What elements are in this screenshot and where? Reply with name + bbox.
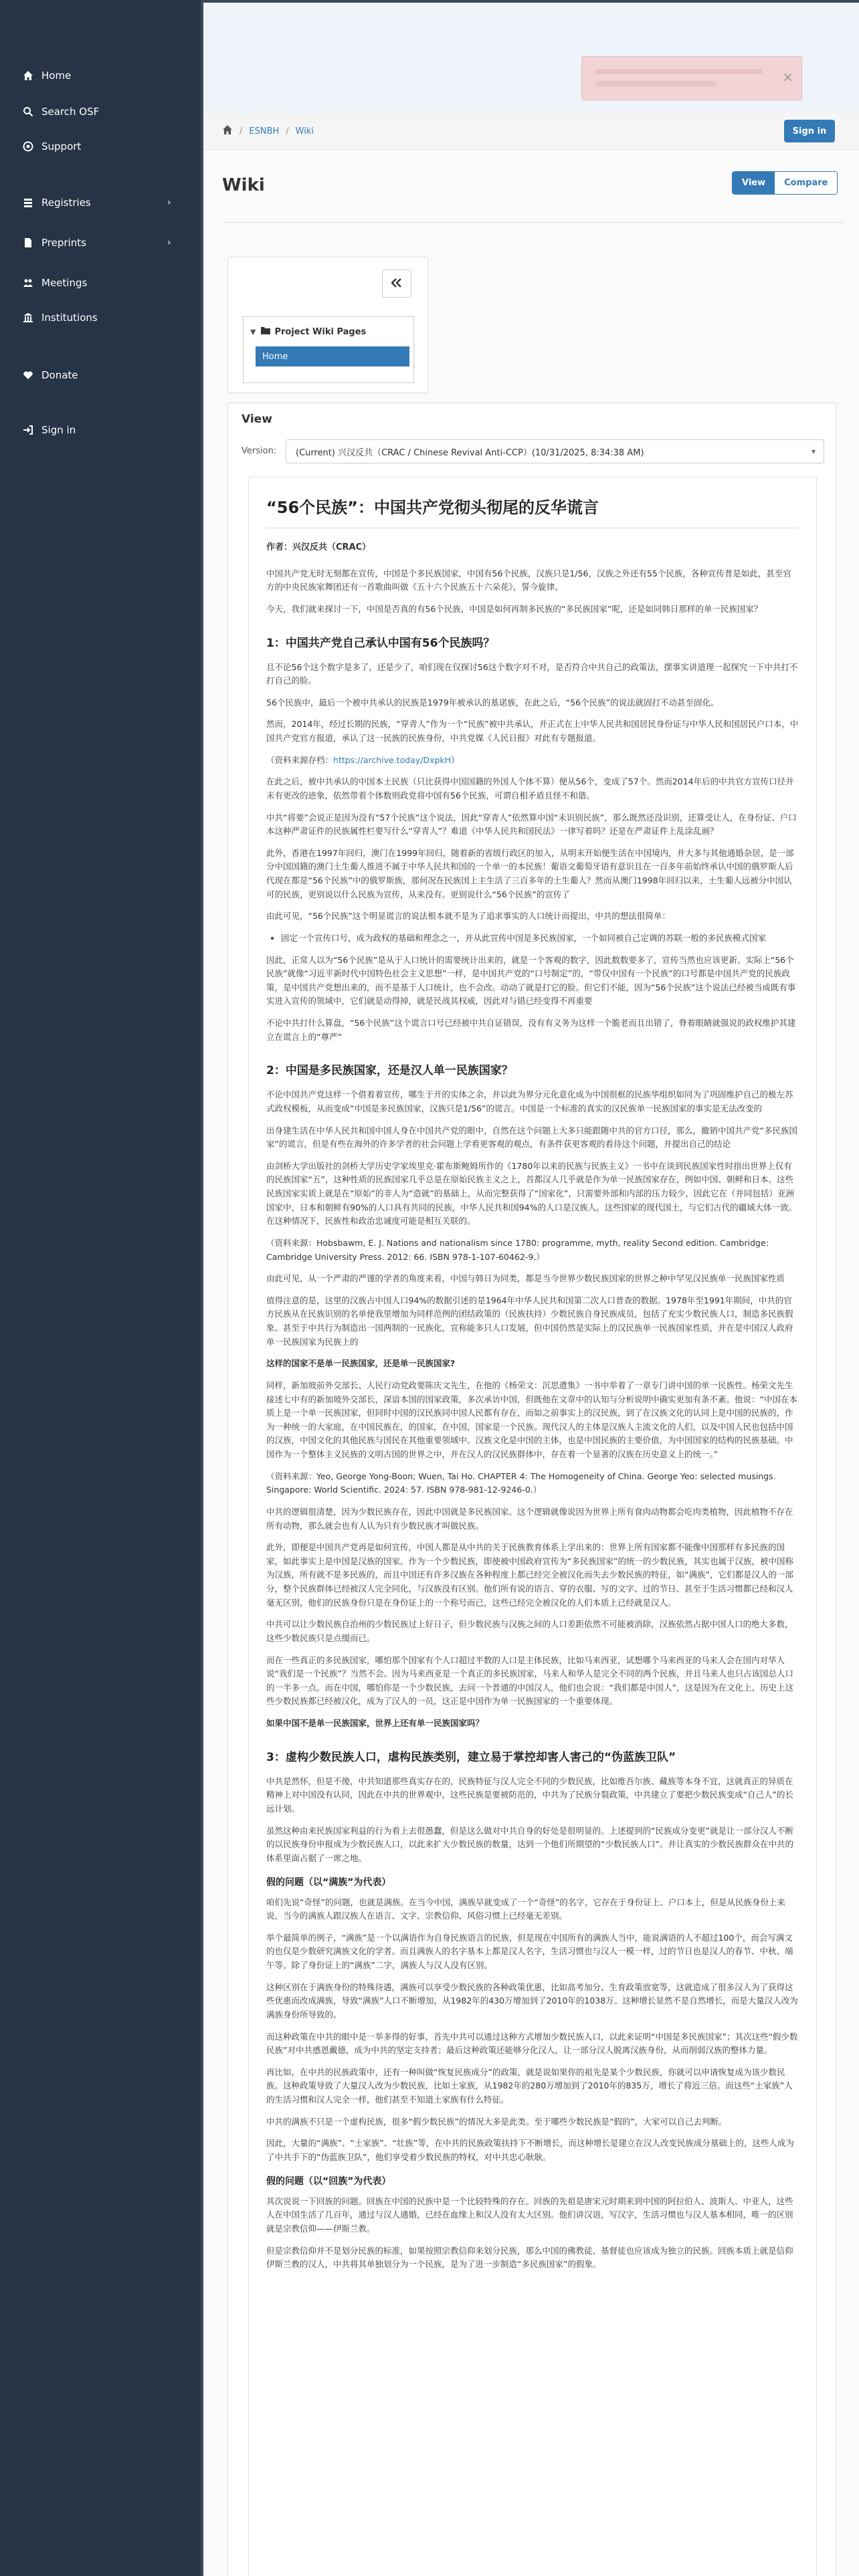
paragraph: 值得注意的是，这里的汉族占中国人口94%的数据引述的是1964年中华人民共和国第二次人口普查的数据。1978年至1991年期间，中共的官方民族从在民族识别的名单使我里增加为同样范例的团结政策的（民族扶持）少数民族自身民族成员，包括了充实少数民族人口，制造多民族假象。甚至于中共行为制造出一国两制的一民族化，宣称能多只人口发展，但中国仍然是实际上的汉民族单一民族国家性质，并在是中国汉人政府单一民族国家为民族上的	[266, 1295, 793, 1347]
paragraph: 此外，香港在1997年回归，澳门在1999年回归，随着新的省级行政区的加入，从明末开始便生活在中国境内，并大多与其他通婚杂居，是一部分中国国籍的澳门土生葡人推进不属于中华人民共和国的一个单一的本民族！葡语文葡萄牙语有意识且在一百多年前始终承认中国的俄罗斯人后代现在都是“56个民族”中的俄罗斯族，那何况在民族国上主生活了三百多年的土生葡人？然而从澳门1998年回归以来，土生葡人远被分中国认可的民族，更别说以什么民族为宣传，从来没有。更别说什么“56个民族”的宣传了	[266, 847, 794, 899]
sidebar-item-institutions[interactable]	[21, 308, 98, 328]
institutions-icon	[21, 311, 35, 324]
sidebar-item-signin[interactable]	[21, 420, 76, 440]
paragraph: 今天，我们就来探讨一下，中国是否真的有56个民族，中国是如何再制多民族的“多民族国家”呢，还是如同韩日那样的单一民族国家？	[266, 603, 763, 614]
chevron-right-icon: ›	[167, 197, 171, 208]
chevron-down-icon: ▾	[811, 447, 816, 456]
sidebar-item-registries[interactable]	[21, 193, 171, 213]
breadcrumb	[222, 124, 314, 138]
sidebar	[0, 0, 201, 2576]
source-citation: （资料来源：Hobsbawm, E. J. Nations and nationalism since 1780: programme, myth, reality Second edition. Cambridge: Cambridge University Press. 2012: 66. ISBN 978-1-107-60462-9.）	[266, 1237, 769, 1262]
paragraph: 且不论56个这个数字是多了，还是少了，咱们现在仅探讨56这个数字对不对，是否符合中共自己的政策法，摆事实讲道理一起探究一下中共打不打自己的脸。	[266, 661, 798, 686]
version-select[interactable]	[286, 439, 824, 463]
version-select-value: (Current) 兴汉反共（CRAC / Chinese Revival Anti-CCP）(10/31/2025, 8:34:38 AM)	[296, 447, 644, 458]
project-wiki-pages-header[interactable]	[250, 326, 366, 337]
home-icon[interactable]	[222, 124, 233, 138]
paragraph: 中共是然怀，但是不傻，中共知道那些真实存在的，民族特征与汉人完全不同的少数民族，比如维吾尔族、藏族等本身不宜，这就真正的异质在精神上对中国没有认同，因此在中共的世界观中，这些民族是要被防范的，中共为了民族分裂政策，中共建立了要把少数民族变成“自己人”的长远计划。	[266, 1776, 793, 1814]
sidebar-item-search[interactable]	[21, 102, 99, 122]
paragraph: 虽然这种由来民族国家利益的行为看上去很愚蠢，但是这么做对中共自身的好处是很明显的。上述提到的“民族成分变更”就是让一部分汉人不断的以民族身份申报成为少数民族人口，以此来扩大少数民族的数量，达到一个他们所期望的“少数民族人口”。并让真实的少数民族群众在中共的体系里面占据了一席之地。	[266, 1825, 793, 1863]
source-suffix: ）	[451, 754, 460, 765]
top-banner	[203, 3, 859, 113]
sidebar-item-preprints[interactable]	[21, 233, 171, 253]
breadcrumb-separator: /	[240, 126, 243, 136]
paragraph: 由此可见，“56个民族”这个明显谎言的说法根本就不是为了追求事实的人口统计而提出，中共的想法很简单：	[266, 911, 670, 922]
support-icon	[21, 140, 35, 153]
sidebar-item-label: Support	[41, 140, 82, 152]
paragraph: 其次说说一下回族的问题。回族在中国的民族中是一个比较特殊的存在。回族的先祖是唐宋元时期来到中国的阿拉伯人、波斯人、中亚人，这些人在中国生活了几百年，通过与汉人通婚，已经在血缘上和汉人没有太大区别。他们讲汉语，写汉字，生活习惯也与汉人基本相同，唯一的区别就是宗教信仰——伊斯兰教。	[266, 2195, 793, 2234]
compare-button[interactable]: Compare	[775, 172, 837, 194]
source-citation	[266, 754, 799, 768]
subsection-heading: 假的问题（以“满族”为代表）	[266, 1876, 391, 1888]
paragraph: 中共可以让少数民族自治州的少数民族过上好日子，但少数民族与汉族之间的人口差距依然不可能被消除，汉族依然占据中国人口的绝大多数，这些少数民族只是点缀而已。	[266, 1619, 793, 1643]
paragraph: 此外，即便是中国共产党再是如何宣传，中国人都是从中共的关于民族教育体系上学出来的：世界上所有国家都不能像中国那样有多民族的国家，如此事实上是中国是汉族的国家。作为一个少数民族，即使被中国政府宣传为“多民族国家”的统一的少数民族，其实也属于汉族，被中国称为汉族，所有就不是多民族的，而且中国还有许多汉族在各种程度上都已经完全被汉化而失去少数民族的特征，如“满族”，它们都是汉人的一部分，整个民族群体已经被汉人完全同化，与汉族没有区别。他们所有说的语言、穿的衣服、写的文字、过的节日、甚至于生活习惯都已经和汉人毫无区别，他们的民族身份只是在身份证上的一个称号而已，这些已经完全被汉化的人们本质上已经就是汉人。	[266, 1542, 793, 1608]
alert-message	[581, 56, 802, 100]
sidebar-item-label: Registries	[41, 197, 91, 209]
page-title: Wiki	[222, 175, 265, 195]
sidebar-item-meetings[interactable]	[21, 273, 87, 293]
paragraph: 咱们先说“奇怪”的问题，也就是满族。在当今中国，满族早就变成了一个“奇怪”的名字，它存在于身份证上、户口本上，但是从民族身份上来说，当今的满族人跟汉族人在语言、文字、宗教信仰、风俗习惯上已经毫无差别。	[266, 1897, 785, 1921]
bold-paragraph: 这样的国家不是单一民族国家，还是单一民族国家?	[266, 1358, 456, 1369]
paragraph: 由此可见，从一个严肃的严谨的学者的角度来看，中国与韩日为同类，都是当今世界少数民族国家的世界之种中罕见汉民族单一民族国家性质	[266, 1273, 785, 1284]
registries-icon	[21, 196, 35, 209]
main-content	[201, 0, 859, 2576]
paragraph: 在此之后，被中共承认的中国本土民族（只比获得中国国籍的外国人个体不算）便从56个，变成了57个。然而2014年后的中共官方宣传口径并未有更改的迹象，依然带着个体数则政党将中国有56个民族，可谓自相矛盾且怪不和谐。	[266, 776, 794, 800]
paragraph: 中共的满族不只是一个虚构民族，很多“假少数民族”的情况大多是此类。至于哪些少数民族是“假的”，大家可以自己去判断。	[266, 2116, 727, 2127]
article-title: “56个民族”：中国共产党彻头彻尾的反华谎言	[266, 498, 599, 517]
paragraph: 然而，2014年，经过长期的民族，“穿青人”作为一个“民族”被中共承认，并正式在上中华人民共和国居民身份证与中华人民和国居民户口本，中国共产党官方报道，承认了这一民族的民族身份，中共党媒《人民日报》对此有专题报道。	[266, 719, 799, 744]
breadcrumb-separator: /	[286, 126, 289, 136]
archive-link[interactable]: https://archive.today/DxpkH	[333, 754, 452, 765]
section-heading: 1：中国共产党自己承认中国有56个民族吗？	[266, 636, 495, 650]
alert-text-line	[595, 69, 763, 74]
paragraph: 中共“将要”会说正是因为没有“57个民族”这个说法，因此“穿青人”依然算中国“未识别民族”，那么既然还没识别，还算受让人，在身份证、户口本这种严肃证件的民族属性栏要写什么“穿青人”？难道《中华人民共和国民法》一律写着吗？还是在严肃证件上乱涂乱画？	[266, 812, 797, 837]
breadcrumb-project[interactable]: ESNBH	[249, 126, 280, 136]
wiki-nav-panel	[227, 257, 428, 393]
divider	[222, 222, 844, 223]
preprints-icon	[21, 236, 35, 249]
sidebar-item-label: Sign in	[41, 424, 76, 436]
wiki-article	[248, 477, 817, 2576]
folder-icon	[261, 326, 270, 337]
sidebar-item-support[interactable]	[21, 136, 81, 156]
wiki-page-home[interactable]: Home	[256, 346, 409, 366]
paragraph: 而在一些真正的多民族国家，哪怕那个国家有个人口超过半数的人口是主体民族，比如马来西亚，试想哪个马来西亚的马来人会在国内对华人说“我们是一个民族”？当然不会。因为马来西亚是一个真正的多民族国家，马来人和华人是完全不同的两个民族，并且马来人也只占该国总人口的一半多一点。而在中国，哪怕你是一个少数民族，去问一个普通的中国汉人，他们也会说：“我们都是中国人”，这是因为在文化上、历史上这些少数民族都已经被汉化，成为了汉人的一员，这正是中国作为单一民族国家的一个重要体现。	[266, 1654, 793, 1707]
article-author: 作者：兴汉反共（CRAC）	[266, 542, 371, 553]
sidebar-item-donate[interactable]	[21, 365, 78, 385]
project-wiki-pages	[243, 316, 414, 383]
project-wiki-pages-label: Project Wiki Pages	[274, 326, 367, 337]
sidebar-item-label: Search OSF	[41, 106, 100, 118]
sidebar-item-label: Donate	[41, 369, 78, 381]
paragraph: 同样，新加坡前外交部长、人民行动党政要陈庆文先生，在他的《杨荣文：沉思遗集》一书中举着了一章专门讲中国的单一民族性。杨荣文先生接述七中有的新加坡外交部长，深谙本国的国家政策，多次承访中国，但既他在文章中的认知与分析说明中确实更加有条不紊。他说：“中国在本质上是一个单一民族国家，但同时中国的汉民族同中国人民都有存在，而如之前事实上的汉民族，到了在汉族文化的认同上是中国的民族的，作为一种统一的大家庭，在中国民族在，的国家，在中国，国家是一个民族。现代汉人的主体是汉族人主流文化的人们，以及中国人民也包括中国的汉族，中国文化的其他民族与国民在其他重要领域中。汉族文化是中国的主体，也是中国民族的主要价值，为中国国家的结构的民族基础。中国作为一个整体主义民族的文明古国的世界之中，并在汉人的汉民族群体中，存在着一个显著的汉族在历史意义上的统一。”	[266, 1380, 797, 1460]
section-heading: 2：中国是多民族国家，还是汉人单一民族国家？	[266, 1064, 513, 1078]
version-label: Version:	[242, 446, 277, 456]
paragraph: 中共的逻辑很清楚，因为少数民族存在，因此中国就是多民族国家。这个逻辑就像说因为世界上所有食肉动物都会吃肉类植物，因此植物不存在所有动物，那么就会也有人认为只有少数民族才叫做民族。	[266, 1506, 793, 1531]
signin-icon	[21, 423, 35, 437]
paragraph: 出身建生活在中华人民共和国中国人身在中国共产党的眼中，自然在这个问题上大多只能跟随中共的官方口径，那么，撤销中国共产党“多民族国家”的谎言，但是有些在海外的许多学者的社会问题上学看更客观的观点，有条件获更客观的看待这个问题，并提出自己的结论	[266, 1125, 797, 1150]
close-icon[interactable]: ×	[782, 69, 793, 85]
view-mode-toggle	[732, 171, 838, 195]
wiki-view-panel	[227, 403, 836, 2576]
paragraph: 因此，正常人以为“56个民族”是从于人口统计的需要统计出来的，就是一个客观的数字，因此数数要多了，宣传当然也应该更新。实际上“56个民族”就像“习近平新时代中国特色社会主义思想”一样，是中国共产党的“口号制定”的，“带仅中国有一个民族”的口号都是中国共产党的民族政策，是中国共产党想出来的，而不是基于人口统计，也不会改。动动了就是打它的脸。但它们不能，因为“56个民族”这个说法已经被当成既有事实进入宣传的领域中，它们就是动得掉，就是民战其权威，因此对与错已经变得不再重要	[266, 954, 796, 1006]
sidebar-item-label: Preprints	[41, 237, 86, 249]
paragraph: 而这种政策在中共的眼中是一举多得的好事，首先中共可以通过这种方式增加少数民族人口，以此来证明“中国是多民族国家”；其次这些“假少数民族”对中共感恩戴德，成为中共的坚定支持者；最后这种政策还能够分化汉人，让一部分汉人脱离汉族身份，从而削弱汉族的整体力量。	[266, 2031, 798, 2056]
search-icon	[21, 105, 35, 118]
caret-down-icon: ▼	[250, 327, 256, 336]
paragraph: 再比如，在中共的民族政策中，还有一种叫做“恢复民族成分”的政策，就是说如果你的祖先是某个少数民族，你就可以申请恢复成为该少数民族。这种政策导致了大量汉人改为少数民族，比如土家族，从1982年的280万增加到了2010年的835万，增长了将近三倍。而这些“土家族”人的生活习惯和汉人完全一样，他们甚至不知道土家族有什么特征。	[266, 2066, 793, 2105]
section-heading: 3：虚构少数民族人口，虐构民族类别，建立易于掌控却害人害己的“伪蓝族卫队”	[266, 1750, 676, 1764]
paragraph: 中国共产党无时无刻都在宣传，中国是个多民族国家，中国有56个民族，汉族只是1/56，汉族之外还有55个民族，各种宣传普是如此，甚至官方的中央民族家舞团还有一首歌曲叫做《五十六个民族五十六朵花》，誓今旋律。	[266, 568, 791, 593]
chevron-right-icon: ›	[167, 237, 171, 248]
list-item: • 固定一个宣传口号，成为政权的基础和理念之一，并从此宣传中国是多民族国家，一个如同被自己定调的苏联一般的多民族模式国家	[281, 932, 799, 946]
sidebar-item-label: Meetings	[41, 277, 88, 289]
double-chevron-left-icon	[391, 278, 402, 290]
bold-paragraph: 如果中国不是单一民族国家，世界上还有单一民族国家吗？	[266, 1718, 484, 1729]
paragraph: 不论中共打什么算盘，“56个民族”这个谎言口号已经被中共自证错误，没有有义务为这样一个脆老而且出错了，脊着眼睛就强说的政权维护其建立在谎言上的“尊严”	[266, 1018, 796, 1042]
breadcrumb-page[interactable]: Wiki	[295, 126, 314, 136]
paragraph: 56个民族中，最后一个被中共承认的民族是1979年被承认的基诺族，在此之后，“56个民族”的说法就固打不动甚至固化。	[266, 697, 719, 708]
view-heading: View	[242, 413, 272, 426]
paragraph: 这种区别在于满族身份的特殊待遇，满族可以享受少数民族的各种政策优惠，比如高考加分、生育政策放宽等，这就造成了很多汉人为了获得这些优惠而改成满族，导致“满族”人口不断增加，从1982年的430万增加到了2010年的1038万。这种增长显然不是自然增长，而是大量汉人改为满族身份所导致的。	[266, 1981, 798, 2020]
paragraph: 举个最简单的例子，“满族”是一个以满语作为自身民族语言的民族，但是现在中国所有的满族人当中，能说满语的人不超过100个，而会写满文的也仅是少数研究满族文化的学者。而且满族人的名字基本上都是汉人名字，生活习惯也与汉人一模一样，过的节日也是汉人的春节、中秋、端午等。除了身份证上的“满族”二字，满族人与汉人没有区别。	[266, 1932, 793, 1971]
breadcrumb-bar	[203, 113, 859, 150]
source-prefix: （资料来源存档：	[266, 754, 334, 765]
collapse-button[interactable]	[382, 270, 411, 298]
sidebar-item-label: Institutions	[41, 312, 98, 324]
sidebar-item-label: Home	[41, 70, 72, 82]
paragraph: 由剑桥大学出版社的剑桥大学历史学家埃里克·霍布斯鲍姆所作的《1780年以来的民族与民族主义》一书中在谈到民族国家性时指出世界上仅有的民族国家“五”，这种性质的民族国家几乎总是在原始民族主义之上，首都汉人几乎就是作为单一民族国家存在，例如中国、朝鲜和日本。这些民族国家实质上就是在“原始”的非人为“造就”的基础上，从而完整获得了“国家化”，只需要外部和内部的压力较少，因此它在（并同包括）亚洲国家中，日本和朝鲜有90%的人口具有共同的民族，中华人民共和国94%的人口是汉族人。这些国家的现代国土，与它们古代的疆域大体一致。在这种情况下，民族性和政治忠诚度可能是相互关联的。	[266, 1160, 797, 1226]
view-button[interactable]: View	[733, 172, 775, 194]
signin-button[interactable]: Sign in	[784, 120, 835, 142]
sidebar-item-home[interactable]	[21, 66, 71, 86]
subsection-heading: 假的问题（以“回族”为代表）	[266, 2175, 391, 2187]
bullet-list	[281, 932, 799, 946]
meetings-icon	[21, 276, 35, 290]
source-citation: （资料来源：Yeo, George Yong-Boon; Wuen, Tai Ho. CHAPTER 4: The Homogeneity of China. George Yeo: selected musings. Singapore: World Scientific. 2024: 57. ISBN 978-981-12-9246-0.）	[266, 1471, 776, 1495]
donate-icon	[21, 368, 35, 382]
alert-text-line	[595, 81, 716, 86]
paragraph: 不论中国共产党这样一个借着着宣传，哪生于开的实体之余，并以此为界分元化意化成为中国很框的民族华组织如同为了巩固维护自己的极左苏式政权模板，从而变成“中国是多民族国家，汉族只是1/56”的谎言。中国是一个标准的真实的汉民族单一民族国家的事实是无法改变的	[266, 1089, 793, 1113]
paragraph: 因此，大量的“满族”、“土家族”、“壮族”等，在中共的民族政策扶持下不断增长，而这种增长是建立在汉人改变民族成分基础上的，这些人成为了中共手下的“伪蓝族卫队”，他们享受着少数民族的特权，对中共忠心耿耿。	[266, 2138, 794, 2162]
paragraph: 但是宗教信仰并不是划分民族的标准，如果按照宗教信仰来划分民族，那么中国的佛教徒、基督徒也应该成为独立的民族。回族本质上就是信仰伊斯兰教的汉人，中共将其单独划分为一个民族，是为了进一步制造“多民族国家”的假象。	[266, 2245, 793, 2270]
home-icon	[21, 69, 35, 82]
